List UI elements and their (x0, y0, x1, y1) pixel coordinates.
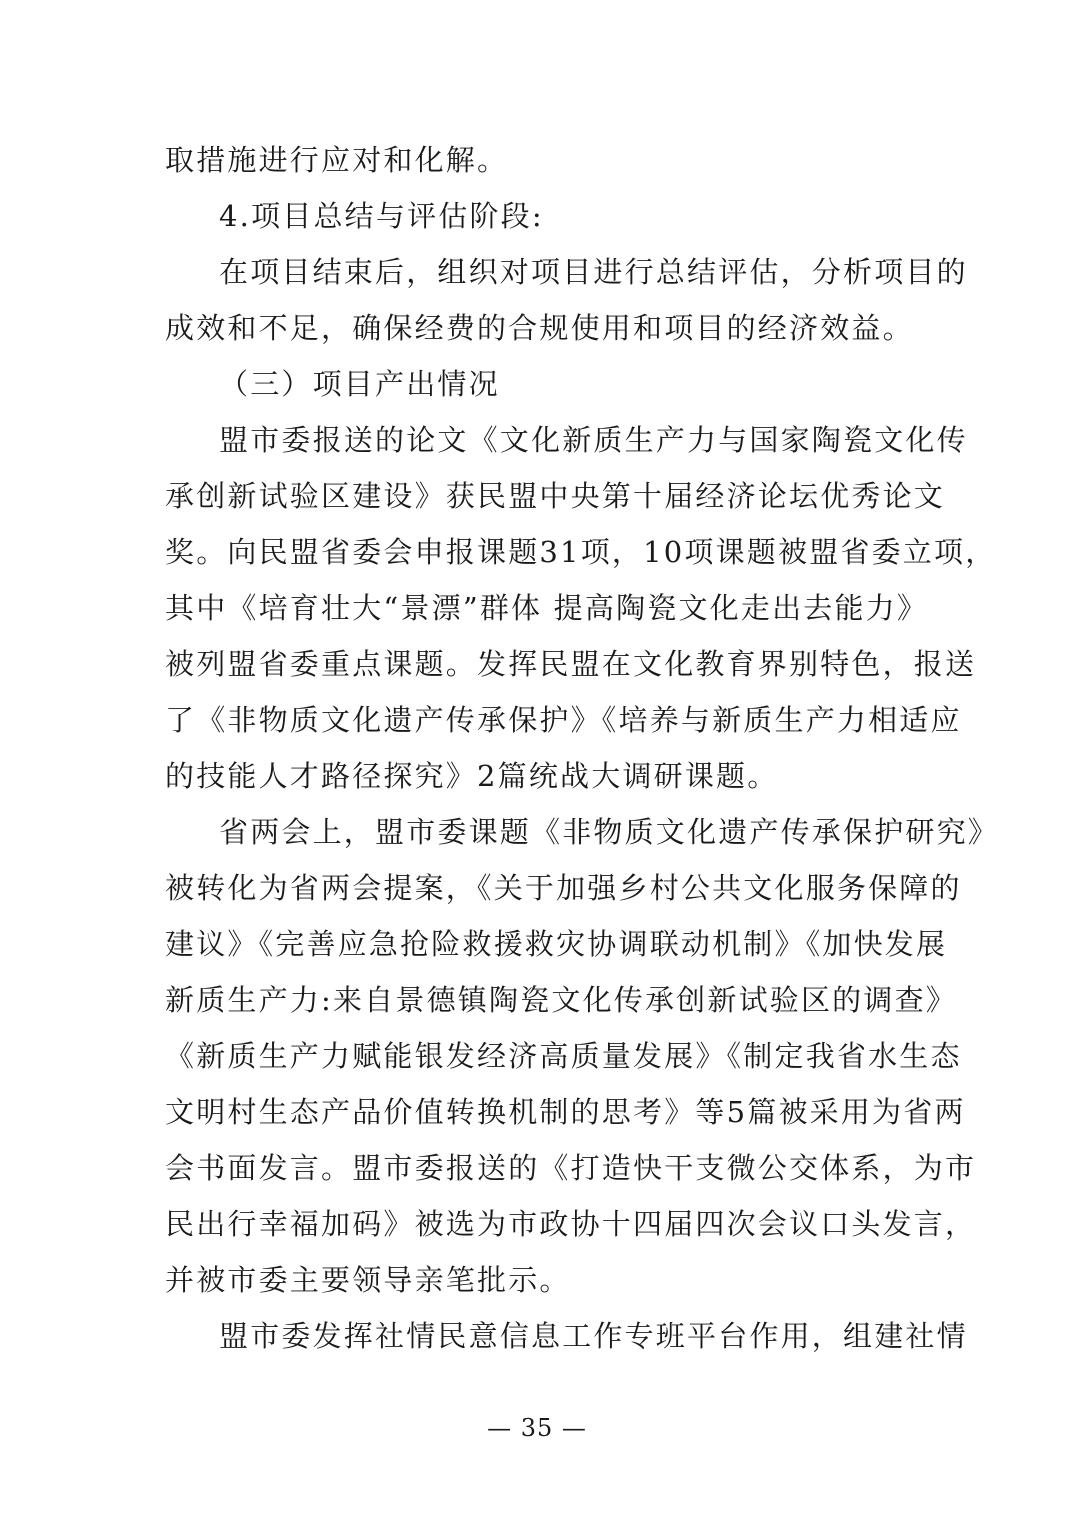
text-line: 被列盟省委重点课题。发挥民盟在文化教育界别特色，报送 (165, 647, 977, 681)
text-line: 奖。向民盟省委会申报课题31项，10项课题被盟省委立项， (165, 535, 997, 569)
text-line: 成效和不足，确保经费的合规使用和项目的经济效益。 (165, 311, 914, 345)
text-line: 民出行幸福加码》被选为市政协十四届四次会议口头发言， (165, 1207, 977, 1241)
text-line: 了《非物质文化遗产传承保护》《培养与新质生产力相适应 (165, 703, 962, 737)
text-line: 在项目结束后，组织对项目进行总结评估，分析项目的 (219, 255, 968, 289)
text-line: 文明村生态产品价值转换机制的思考》等5篇被采用为省两 (165, 1095, 966, 1129)
text-line: 其中《培育壮大“景漂”群体 提高陶瓷文化走出去能力》 (165, 591, 929, 625)
section-heading: （三）项目产出情况 (219, 367, 500, 401)
text-line: 被转化为省两会提案，《关于加强乡村公共文化服务保障的 (165, 871, 962, 905)
text-line: 《新质生产力赋能银发经济高质量发展》《制定我省水生态 (165, 1039, 962, 1073)
text-line: 的技能人才路径探究》2篇统战大调研课题。 (165, 759, 779, 793)
page-number: — 35 — (487, 1414, 587, 1442)
text-line: 取措施进行应对和化解。 (165, 143, 509, 177)
section-heading: 4.项目总结与评估阶段: (219, 199, 544, 233)
text-line: 盟市委报送的论文《文化新质生产力与国家陶瓷文化传 (219, 423, 968, 457)
text-line: 新质生产力:来自景德镇陶瓷文化传承创新试验区的调查》 (165, 983, 957, 1017)
text-line: 并被市委主要领导亲笔批示。 (165, 1263, 571, 1297)
text-line: 省两会上，盟市委课题《非物质文化遗产传承保护研究》 (219, 815, 1000, 849)
text-line: 建议》《完善应急抢险救援救灾协调联动机制》《加快发展 (165, 927, 948, 961)
text-line: 承创新试验区建设》获民盟中央第十届经济论坛优秀论文 (165, 479, 946, 513)
text-line: 会书面发言。盟市委报送的《打造快干支微公交体系，为市 (165, 1151, 977, 1185)
text-line: 盟市委发挥社情民意信息工作专班平台作用，组建社情 (219, 1319, 968, 1353)
